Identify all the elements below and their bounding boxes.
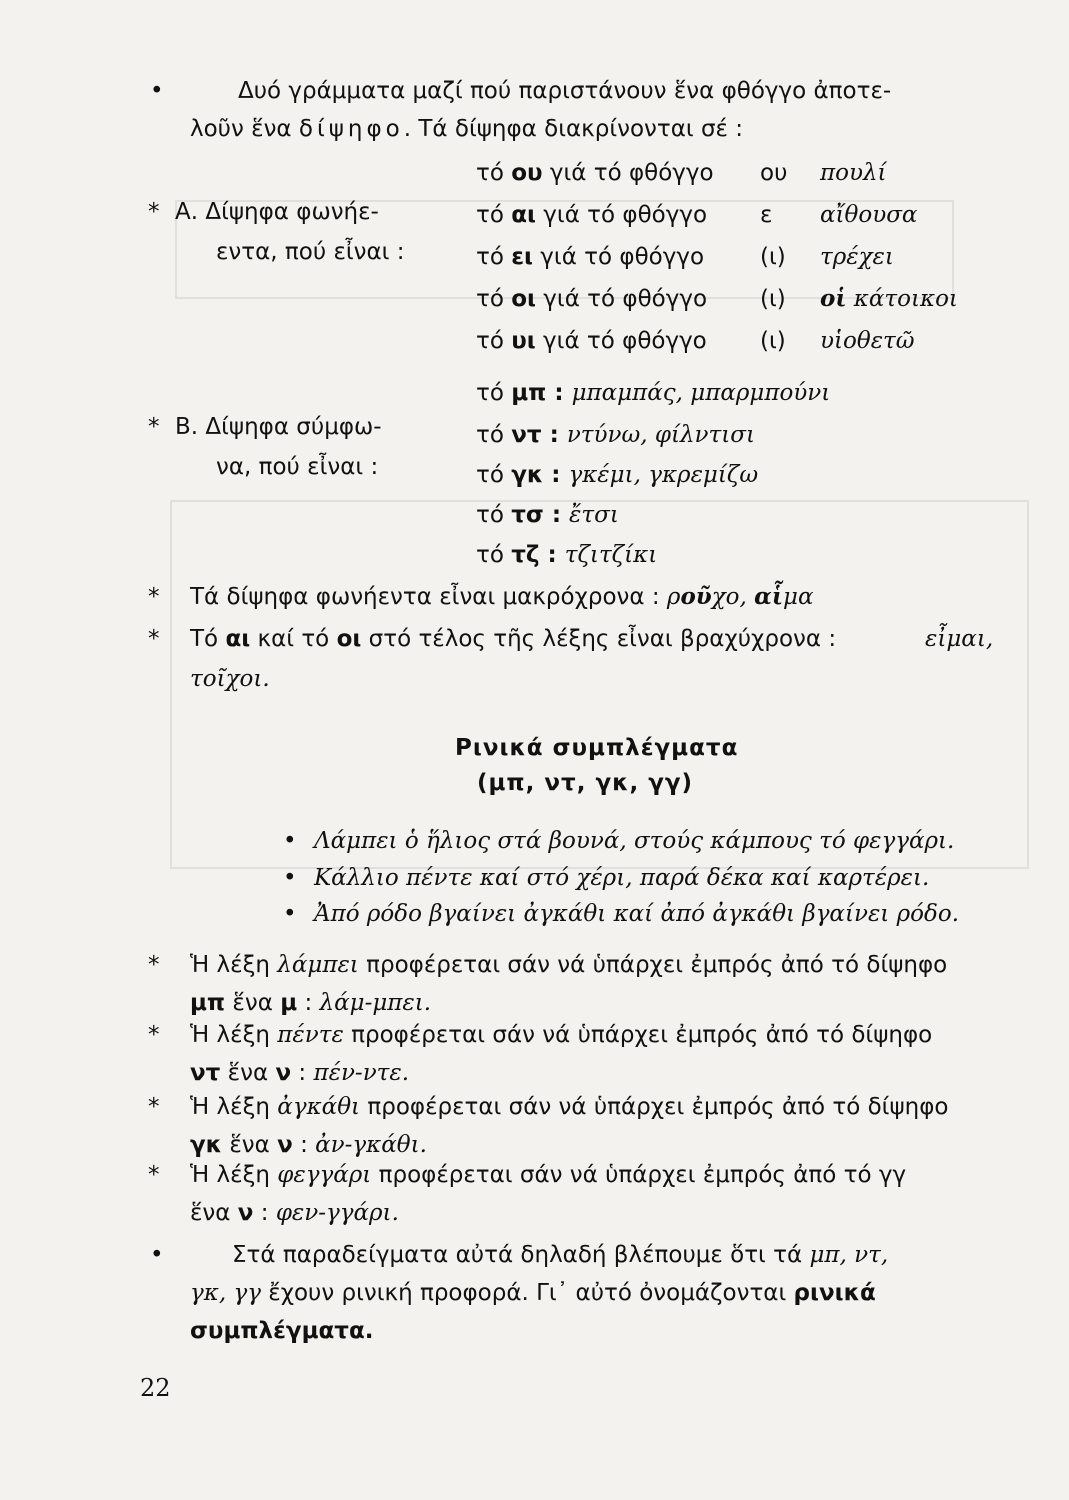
vowel-digraph-row <box>476 200 707 230</box>
bullet: • <box>150 1242 164 1268</box>
separator: : <box>546 380 572 406</box>
digraph: μπ <box>511 380 547 406</box>
vowel-label-2: εντα, πού εἶναι : <box>216 239 405 265</box>
star-mark: * <box>148 584 160 610</box>
rule-text: ἕνα <box>190 1200 238 1226</box>
rule-word: πέντε <box>277 1022 344 1048</box>
digraph: τσ <box>511 502 544 528</box>
example-word <box>820 158 887 188</box>
rule-word: λάμπει <box>277 952 359 978</box>
syllabification: ἀν-γκάθι. <box>315 1132 427 1158</box>
example-word <box>820 200 917 230</box>
sound-value: (ι) <box>760 328 786 354</box>
example-text: ντύνω, φίλντισι <box>566 422 756 448</box>
intro-line-2: λοῦν ἕνα δίψηφο. Τά δίψηφα διακρίνονται σέ : <box>190 116 744 142</box>
digraph: ει <box>511 244 533 270</box>
bullet: • <box>283 828 297 854</box>
rule-word: φεγγάρι <box>277 1162 372 1188</box>
rule-text: Ἡ λέξη <box>190 1162 278 1188</box>
digraph: ου <box>511 160 543 186</box>
rule-line-1 <box>190 1092 948 1122</box>
example-text: υἱοθετῶ <box>820 328 915 354</box>
conclusion-line-2: γκ, γγ ἔχουν ρινική προφορά. Γι᾿ αὐτό ὀνομάζονται ρινικά <box>190 1280 876 1306</box>
row-prefix: τό <box>476 380 512 406</box>
bullet: • <box>283 901 297 927</box>
section-subtitle: (μπ, ντ, γκ, γγ) <box>477 770 694 796</box>
sound-value: (ι) <box>760 244 786 270</box>
digraph: υι <box>511 328 536 354</box>
vowel-digraph-row <box>476 242 704 272</box>
example-text: τζιτζίκι <box>564 542 658 568</box>
rule-line-1 <box>190 1160 906 1190</box>
digraph: αι <box>511 202 536 228</box>
nasal-letter: ν <box>277 1132 293 1158</box>
vowel-label-1: Α. Δίψηφα φωνήε- <box>175 199 379 225</box>
section-title: Ρινικά συμπλέγματα <box>455 735 739 761</box>
syllabification: λάμ-μπει. <box>319 990 432 1016</box>
note-long-vowels: Τά δίψηφα φωνήεντα εἶναι μακρόχρονα : ροῦχο, αἷμα <box>190 583 814 610</box>
rule-text: Ἡ λέξη <box>190 952 278 978</box>
separator: : <box>541 422 567 448</box>
sound-value: ε <box>760 202 773 228</box>
rule-text: προφέρεται σάν νά ὑπάρχει ἐμπρός ἀπό τό γγ <box>371 1162 907 1188</box>
digraph: γκ <box>511 462 544 488</box>
digraph: τζ <box>511 542 540 568</box>
rule-line-2 <box>190 1130 427 1160</box>
rule-text: προφέρεται σάν νά ὑπάρχει ἐμπρός ἀπό τό δίψηφο <box>360 1094 949 1120</box>
conclusion-line-1: Στά παραδείγματα αὐτά δηλαδή βλέπουμε ὅτι τά μπ, ντ, <box>232 1242 889 1268</box>
syllabification: φεν-γγάρι. <box>275 1200 399 1226</box>
row-prefix: τό <box>476 160 512 186</box>
example-word <box>820 242 894 272</box>
rule-text: προφέρεται σάν νά ὑπάρχει ἐμπρός ἀπό τό δίψηφο <box>343 1022 933 1048</box>
row-prefix: τό <box>476 422 512 448</box>
digraph: μπ <box>190 990 226 1016</box>
row-text: γιά τό φθόγγο <box>542 160 714 186</box>
rule-text: ἕνα <box>222 1132 278 1158</box>
example-text: μπαμπάς, μπαρμπούνι <box>571 380 831 406</box>
row-prefix: τό <box>476 244 512 270</box>
nasal-letter: ν <box>237 1200 254 1226</box>
separator: : <box>297 990 320 1016</box>
star-mark: * <box>148 1022 160 1048</box>
consonant-digraph-row <box>476 460 758 490</box>
nasal-letter: ν <box>275 1060 292 1086</box>
consonant-digraph-row <box>476 378 830 408</box>
bullet: • <box>150 78 164 104</box>
rule-text: ἕνα <box>220 1060 276 1086</box>
conclusion-line-3: συμπλέγματα. <box>190 1318 374 1344</box>
row-prefix: τό <box>476 286 512 312</box>
row-text: γιά τό φθόγγο <box>535 328 707 354</box>
row-prefix: τό <box>476 462 512 488</box>
example-eimai: εἶμαι, <box>925 626 994 652</box>
example-text: αἴθουσα <box>820 202 918 228</box>
vowel-digraph-row <box>476 326 707 356</box>
digraph: ντ <box>511 422 542 448</box>
rule-line-2 <box>190 1058 409 1088</box>
separator: : <box>253 1200 276 1226</box>
example-text: ἔτσι <box>569 502 619 528</box>
star-mark: * <box>148 414 160 440</box>
separator: : <box>291 1060 314 1086</box>
vowel-digraph-row <box>476 284 707 314</box>
proverb-line: Κάλλιο πέντε καί στό χέρι, παρά δέκα καί καρτέρει. <box>314 865 930 891</box>
star-mark: * <box>148 1162 160 1188</box>
consonant-label-2: να, πού εἶναι : <box>216 454 379 480</box>
syllabification: πέν-ντε. <box>313 1060 410 1086</box>
sound-value: ου <box>760 160 788 186</box>
row-prefix: τό <box>476 328 512 354</box>
note-short-endings: Τό αι καί τό οι στό τέλος τῆς λέξης εἶναι βραχύχρονα : <box>190 626 837 652</box>
term-dipsifo: δίψηφο <box>298 116 404 142</box>
rule-text: Ἡ λέξη <box>190 1094 278 1120</box>
separator: : <box>292 1132 316 1158</box>
proverb-line: Λάμπει ὁ ἥλιος στά βουνά, στούς κάμπους τό φεγγάρι. <box>314 828 955 854</box>
consonant-digraph-row <box>476 500 619 530</box>
example-article: οἱ <box>820 285 847 312</box>
star-mark: * <box>148 199 160 225</box>
example-text: κάτοικοι <box>846 286 958 312</box>
example-word <box>820 284 958 314</box>
separator: : <box>543 462 569 488</box>
rule-text: προφέρεται σάν νά ὑπάρχει ἐμπρός ἀπό τό δίψηφο <box>358 952 948 978</box>
rule-word: ἀγκάθι <box>277 1094 361 1120</box>
digraph: ντ <box>190 1060 221 1086</box>
star-mark: * <box>148 1094 160 1120</box>
row-text: γιά τό φθόγγο <box>533 244 705 270</box>
row-text: γιά τό φθόγγο <box>536 286 708 312</box>
example-toixoi: τοῖχοι. <box>190 666 270 692</box>
example-text: γκέμι, γκρεμίζω <box>568 462 759 488</box>
row-prefix: τό <box>476 202 512 228</box>
sound-value: (ι) <box>760 286 786 312</box>
star-mark: * <box>148 952 160 978</box>
example-text: πουλί <box>820 160 887 186</box>
bullet: • <box>283 865 297 891</box>
consonant-digraph-row <box>476 420 755 450</box>
consonant-label-1: Β. Δίψηφα σύμφω- <box>175 414 382 440</box>
consonant-digraph-row <box>476 540 657 570</box>
separator: : <box>543 502 570 528</box>
separator: : <box>539 542 565 568</box>
rule-line-1 <box>190 950 947 980</box>
example-text: τρέχει <box>820 244 894 270</box>
digraph: γκ <box>190 1132 223 1158</box>
rule-text: Ἡ λέξη <box>190 1022 278 1048</box>
proverb-line: Ἀπό ρόδο βγαίνει ἀγκάθι καί ἀπό ἀγκάθι βγαίνει ρόδο. <box>314 901 960 927</box>
vowel-digraph-row <box>476 158 714 188</box>
example-word <box>820 326 915 356</box>
rule-line-1 <box>190 1020 932 1050</box>
page-number: 22 <box>140 1374 171 1402</box>
row-text: γιά τό φθόγγο <box>536 202 708 228</box>
row-prefix: τό <box>476 542 512 568</box>
nasal-letter: μ <box>280 990 298 1016</box>
digraph: οι <box>511 286 536 312</box>
rule-line-2 <box>190 1198 399 1228</box>
row-prefix: τό <box>476 502 512 528</box>
star-mark: * <box>148 626 160 652</box>
rule-text: ἕνα <box>225 990 281 1016</box>
intro-line-1: Δυό γράμματα μαζί πού παριστάνουν ἕνα φθόγγο ἀποτε- <box>238 78 892 104</box>
rule-line-2 <box>190 988 431 1018</box>
